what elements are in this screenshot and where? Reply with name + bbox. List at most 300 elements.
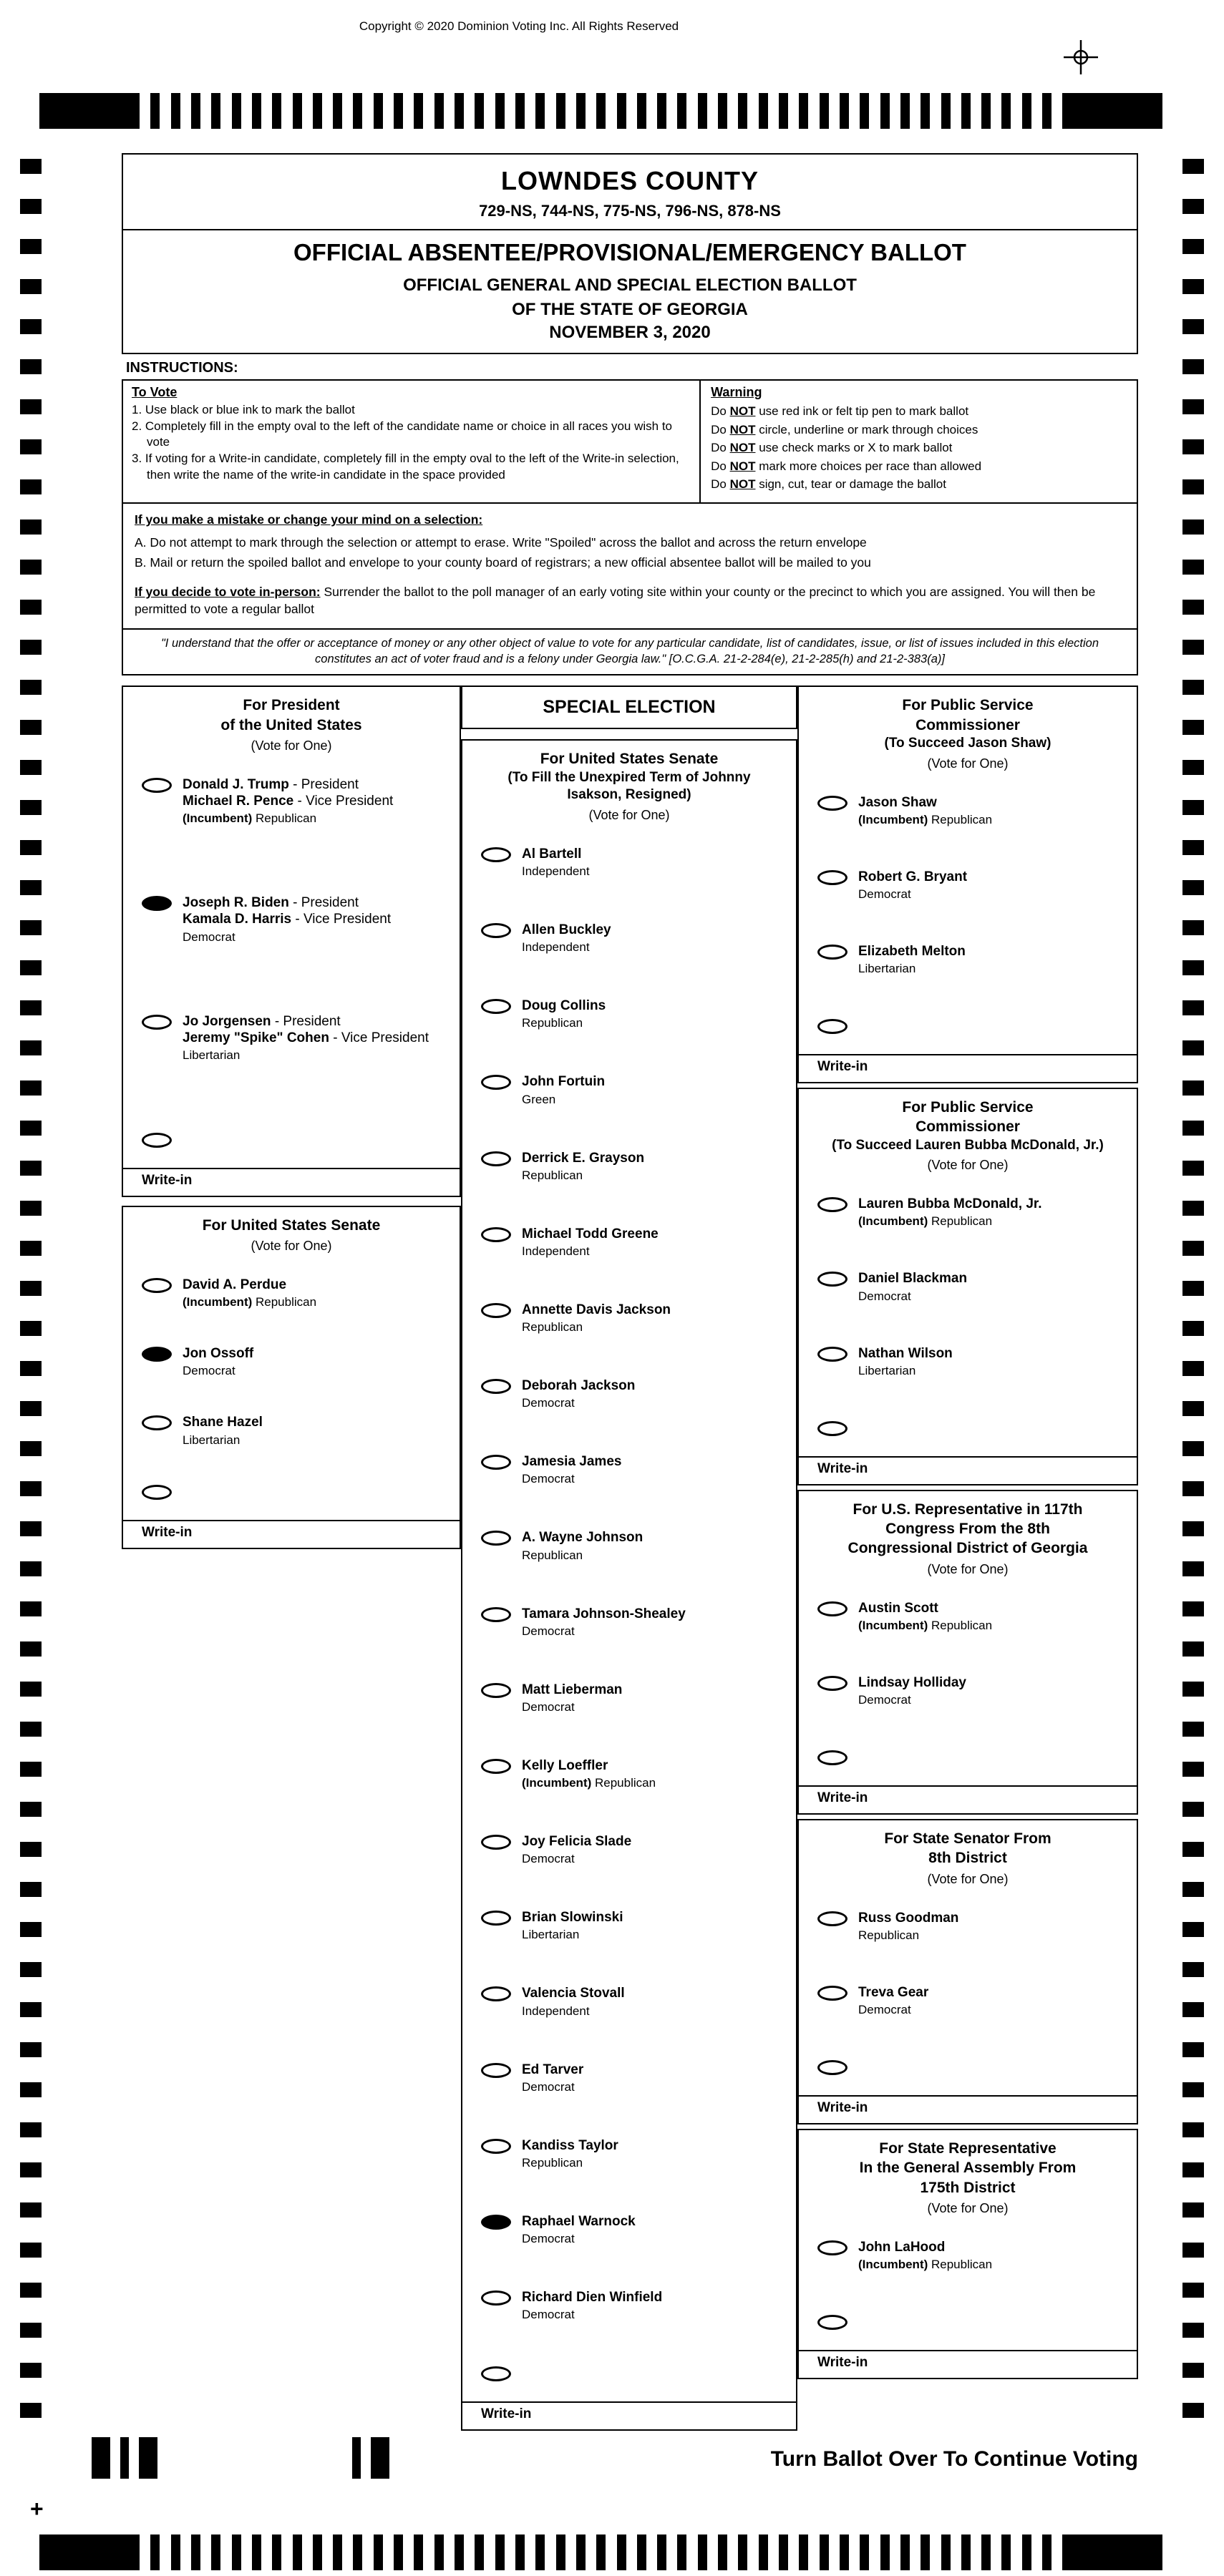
timing-mark <box>1182 1321 1204 1336</box>
ballot-oval[interactable] <box>817 1601 847 1616</box>
candidate-row <box>462 1606 796 1639</box>
contest-title-line: 175th District <box>920 2179 1016 2196</box>
to-vote-title: To Vote <box>132 385 178 400</box>
ballot-oval-filled[interactable] <box>481 2215 511 2230</box>
write-in-label: Write-in <box>817 1790 868 1806</box>
timing-mark <box>39 2534 140 2570</box>
timing-mark <box>1182 1040 1204 1055</box>
timing-mark <box>293 2534 302 2570</box>
candidate-text <box>522 1833 631 1866</box>
contest-title-line: Congress From the 8th <box>885 1521 1050 1538</box>
ballot-oval[interactable] <box>481 1835 511 1850</box>
candidate-row <box>462 2137 796 2170</box>
timing-mark <box>20 1361 42 1376</box>
candidate-name: Michael R. Pence - Vice President <box>183 793 394 809</box>
ballot-oval[interactable] <box>481 1151 511 1166</box>
election-date: NOVEMBER 3, 2020 <box>549 323 711 343</box>
timing-mark <box>20 1281 42 1296</box>
timing-mark <box>1182 2323 1204 2338</box>
timing-mark <box>1182 2363 1204 2378</box>
candidate-text <box>183 894 391 944</box>
candidate-party: (Incumbent) Republican <box>858 812 993 826</box>
contest-subtitle-line: (To Succeed Jason Shaw) <box>884 735 1051 751</box>
candidate-name: Raphael Warnock <box>522 2213 636 2229</box>
timing-mark <box>20 1201 42 1216</box>
candidate-row <box>123 894 460 944</box>
timing-mark <box>1182 1722 1204 1737</box>
ballot-oval[interactable] <box>142 1015 172 1030</box>
candidate-row <box>799 1270 1137 1303</box>
timing-mark <box>20 319 42 334</box>
ballot-oval[interactable] <box>817 1272 847 1287</box>
candidate-text <box>522 846 590 879</box>
timing-col-right <box>1182 159 1204 2418</box>
candidate-name: Brian Slowinski <box>522 1910 623 1926</box>
candidate-name: Kamala D. Harris - Vice President <box>183 912 392 927</box>
contest-header <box>123 1216 460 1254</box>
ballot-oval[interactable] <box>481 1075 511 1090</box>
timing-mark <box>698 93 707 129</box>
ballot-oval[interactable] <box>481 2139 511 2154</box>
copyright-text: Copyright © 2020 Dominion Voting Inc. All Rights Reserved <box>359 19 679 33</box>
contest-title-line: For Public Service <box>902 697 1034 714</box>
vote-for-note: (Vote for One) <box>927 1871 1009 1886</box>
timing-mark <box>20 1601 42 1616</box>
write-in-oval[interactable] <box>142 1133 172 1148</box>
vote-for-note: (Vote for One) <box>927 1561 1009 1576</box>
timing-band-top <box>39 93 1163 129</box>
candidate-party: Democrat <box>858 2002 911 2016</box>
timing-mark <box>171 93 180 129</box>
candidate-name: Kelly Loeffler <box>522 1757 608 1773</box>
instructions-label: INSTRUCTIONS: <box>126 360 238 376</box>
candidate-text <box>858 1196 1042 1229</box>
vote-for-note: (Vote for One) <box>927 756 1009 771</box>
write-in-label: Write-in <box>817 2355 868 2371</box>
timing-mark <box>20 2283 42 2298</box>
write-in-oval[interactable] <box>481 2366 511 2381</box>
candidate-row <box>799 794 1137 827</box>
candidate-row <box>462 997 796 1030</box>
candidate-party: Republican <box>522 1548 583 1562</box>
write-in-label: Write-in <box>142 1172 193 1188</box>
vote-for-note: (Vote for One) <box>927 2200 1009 2215</box>
candidate-text <box>858 2239 992 2272</box>
candidate-name: Donald J. Trump - President <box>183 776 359 792</box>
candidate-row <box>462 2062 796 2094</box>
barcode-bar <box>371 2437 389 2479</box>
candidate-name: Allen Buckley <box>522 922 611 938</box>
barcode-marks-left <box>92 2437 167 2479</box>
timing-mark <box>1182 1161 1204 1176</box>
candidate-party: (Incumbent) Republican <box>858 1618 993 1632</box>
ballot-column <box>797 686 1138 2384</box>
candidate-row <box>799 2239 1137 2272</box>
timing-mark <box>576 93 586 129</box>
candidate-party: Democrat <box>522 1472 575 1486</box>
ballot-oval[interactable] <box>481 1683 511 1698</box>
candidate-text <box>522 2137 618 2170</box>
timing-mark <box>637 2534 646 2570</box>
candidate-text <box>522 1606 686 1639</box>
ballot-oval[interactable] <box>817 1347 847 1362</box>
ballot-oval[interactable] <box>481 1455 511 1470</box>
timing-mark <box>20 239 42 254</box>
contest-header <box>123 696 460 753</box>
candidate-text <box>858 1674 966 1707</box>
barcode-bar <box>352 2437 361 2479</box>
write-in-oval[interactable] <box>817 2315 847 2330</box>
candidate-party: Libertarian <box>183 1048 241 1062</box>
write-in-label: Write-in <box>142 1524 193 1540</box>
mistake-list <box>135 534 1125 572</box>
write-in-oval[interactable] <box>817 1019 847 1034</box>
timing-mark <box>1001 93 1011 129</box>
write-in-row <box>462 2365 796 2381</box>
ballot-oval[interactable] <box>481 1759 511 1774</box>
timing-mark <box>961 2534 971 2570</box>
candidate-party: Democrat <box>183 930 235 944</box>
ballot-oval[interactable] <box>817 945 847 960</box>
timing-mark <box>779 2534 788 2570</box>
timing-mark <box>840 93 849 129</box>
timing-mark <box>20 2162 42 2177</box>
ballot-oval[interactable] <box>481 1607 511 1622</box>
timing-mark <box>20 2042 42 2057</box>
ballot-oval[interactable] <box>481 1531 511 1546</box>
timing-mark <box>1182 920 1204 935</box>
timing-mark <box>657 93 666 129</box>
timing-mark <box>1182 2002 1204 2017</box>
write-in-row <box>799 2313 1137 2330</box>
timing-mark <box>20 1040 42 1055</box>
vote-for-note: (Vote for One) <box>588 807 670 822</box>
ballot-oval[interactable] <box>481 1911 511 1926</box>
instructions-boxes <box>122 379 1138 504</box>
write-in-label: Write-in <box>817 2099 868 2115</box>
timing-mark <box>20 800 42 815</box>
candidate-name: Austin Scott <box>858 1600 938 1616</box>
candidate-text <box>858 943 966 976</box>
timing-mark <box>374 93 383 129</box>
timing-mark <box>1182 1762 1204 1777</box>
timing-mark <box>1062 2534 1162 2570</box>
timing-mark <box>20 359 42 374</box>
timing-mark <box>211 2534 220 2570</box>
ballot-oval[interactable] <box>481 2290 511 2306</box>
registration-crosshair-icon <box>1064 40 1098 74</box>
candidate-name: Jeremy "Spike" Cohen - Vice President <box>183 1030 429 1045</box>
candidate-text <box>522 2289 662 2322</box>
ballot-oval[interactable] <box>481 1379 511 1394</box>
timing-mark <box>820 93 829 129</box>
timing-mark <box>20 1682 42 1697</box>
timing-mark <box>20 920 42 935</box>
contest-subtitle-line: (To Fill the Unexpired Term of Johnny <box>507 769 751 785</box>
timing-mark <box>1182 439 1204 454</box>
timing-mark <box>20 720 42 735</box>
write-in-row <box>123 1131 460 1148</box>
warning-box <box>701 381 1137 502</box>
ballot-oval[interactable] <box>817 2240 847 2255</box>
timing-mark <box>1182 1281 1204 1296</box>
contest-subtitle-line: (To Succeed Lauren Bubba McDonald, Jr.) <box>832 1137 1104 1153</box>
candidate-text <box>858 1984 928 2017</box>
vote-for-note: (Vote for One) <box>251 738 332 753</box>
timing-mark <box>1182 1080 1204 1096</box>
timing-mark <box>981 93 991 129</box>
candidate-party: Republican <box>522 1320 583 1335</box>
barcode-bar <box>92 2437 110 2479</box>
county-name: LOWNDES COUNTY <box>501 166 759 195</box>
ballot-oval[interactable] <box>817 1197 847 1212</box>
candidate-text <box>522 922 611 955</box>
ballot-oval-filled[interactable] <box>142 1347 172 1362</box>
timing-mark <box>1182 2403 1204 2418</box>
write-in-oval[interactable] <box>817 1421 847 1436</box>
contest-header <box>799 1829 1137 1887</box>
timing-mark <box>981 2534 991 2570</box>
timing-mark <box>191 93 200 129</box>
timing-mark <box>1062 93 1162 129</box>
candidate-text <box>522 1453 621 1486</box>
timing-mark <box>677 2534 686 2570</box>
write-in-oval[interactable] <box>817 2060 847 2075</box>
timing-mark <box>211 93 220 129</box>
timing-mark <box>171 2534 180 2570</box>
timing-mark <box>1182 1241 1204 1256</box>
timing-mark <box>20 1722 42 1737</box>
ballot-oval[interactable] <box>817 1676 847 1691</box>
timing-mark <box>1182 1561 1204 1576</box>
timing-mark <box>617 93 626 129</box>
timing-band-bottom <box>39 2534 1163 2570</box>
candidate-party: Green <box>522 1092 556 1106</box>
candidate-party: Republican <box>522 1168 583 1182</box>
timing-mark <box>434 2534 444 2570</box>
candidate-party: Democrat <box>522 1624 575 1638</box>
timing-mark <box>1182 279 1204 294</box>
timing-mark <box>20 2243 42 2258</box>
ballot-oval[interactable] <box>481 1986 511 2001</box>
timing-mark <box>596 93 606 129</box>
candidate-row <box>462 1302 796 1335</box>
timing-mark <box>374 2534 383 2570</box>
ballot-oval[interactable] <box>481 1303 511 1318</box>
contest-title-line: For United States Senate <box>202 1216 381 1234</box>
ballot-oval[interactable] <box>817 1911 847 1926</box>
timing-mark <box>1182 2042 1204 2057</box>
timing-mark <box>1182 2122 1204 2137</box>
special-election-header: SPECIAL ELECTION <box>461 686 797 729</box>
timing-mark <box>1042 93 1051 129</box>
timing-mark <box>1182 1361 1204 1376</box>
vote-for-note: (Vote for One) <box>251 1239 332 1254</box>
candidate-text <box>522 1226 659 1259</box>
ballot-oval[interactable] <box>481 2063 511 2078</box>
timing-mark <box>900 93 910 129</box>
timing-mark <box>1182 640 1204 655</box>
candidate-party: Independent <box>522 864 590 879</box>
candidate-row <box>462 1073 796 1106</box>
candidate-name: John LaHood <box>858 2239 946 2255</box>
timing-mark <box>1022 93 1031 129</box>
contest-title-line: Commissioner <box>915 1118 1020 1136</box>
to-vote-list <box>132 402 691 482</box>
candidate-name: Nathan Wilson <box>858 1345 953 1361</box>
mistake-box <box>122 504 1138 630</box>
candidate-name: Shane Hazel <box>183 1415 263 1430</box>
candidate-name: A. Wayne Johnson <box>522 1530 643 1546</box>
candidate-name: Deborah Jackson <box>522 1378 636 1394</box>
ballot-oval[interactable] <box>481 847 511 862</box>
timing-mark <box>20 279 42 294</box>
timing-mark <box>20 2363 42 2378</box>
to-vote-box <box>123 381 701 502</box>
candidate-party: Democrat <box>522 1699 575 1714</box>
candidate-row <box>799 1196 1137 1229</box>
ballot-header <box>122 153 1138 354</box>
ballot-oval-filled[interactable] <box>142 896 172 911</box>
timing-mark <box>272 2534 281 2570</box>
contest-box <box>797 1490 1138 1815</box>
timing-mark <box>232 2534 241 2570</box>
timing-mark <box>1182 319 1204 334</box>
warning-item: Do NOT circle, underline or mark through choices <box>711 422 978 436</box>
timing-mark <box>20 2122 42 2137</box>
contest-header <box>462 749 796 823</box>
candidate-party: Republican <box>522 1016 583 1030</box>
timing-mark <box>20 519 42 535</box>
candidate-row <box>462 2289 796 2322</box>
timing-mark <box>20 960 42 975</box>
candidate-name: Jamesia James <box>522 1454 622 1470</box>
candidate-party: Democrat <box>858 1693 911 1707</box>
candidate-name: Valencia Stovall <box>522 1986 625 2001</box>
contest-subtitle-line: Isakson, Resigned) <box>567 787 691 803</box>
candidate-row <box>462 1529 796 1562</box>
timing-mark <box>941 93 951 129</box>
ballot-oval[interactable] <box>142 778 172 793</box>
candidate-name: Elizabeth Melton <box>858 943 966 959</box>
candidate-party: Democrat <box>858 887 911 901</box>
candidate-text <box>522 1985 625 2018</box>
candidate-party: (Incumbent) Republican <box>183 1295 317 1309</box>
timing-mark <box>20 600 42 615</box>
contest-title-line: Commissioner <box>915 716 1020 733</box>
timing-mark <box>20 199 42 214</box>
timing-mark <box>20 1161 42 1176</box>
candidate-text <box>522 1150 644 1183</box>
timing-mark <box>20 640 42 655</box>
ballot-oval[interactable] <box>481 999 511 1014</box>
candidate-row <box>462 1833 796 1866</box>
candidate-text <box>522 1909 623 1942</box>
timing-mark <box>556 2534 565 2570</box>
in-person-note <box>135 583 1125 618</box>
timing-mark <box>759 2534 768 2570</box>
ballot-oval[interactable] <box>817 1986 847 2001</box>
write-in-row <box>799 1018 1137 1034</box>
timing-mark <box>293 93 302 129</box>
timing-mark <box>1182 2283 1204 2298</box>
warning-list <box>711 402 1127 494</box>
timing-mark <box>1182 1521 1204 1536</box>
ballot-oval[interactable] <box>142 1415 172 1430</box>
to-vote-item: 1. Use black or blue ink to mark the ballot <box>132 403 355 417</box>
candidate-row <box>799 1600 1137 1633</box>
candidate-text <box>183 1414 263 1447</box>
candidate-name: Daniel Blackman <box>858 1271 968 1287</box>
ballot-column <box>122 686 461 1557</box>
timing-mark <box>738 2534 747 2570</box>
timing-mark <box>475 2534 484 2570</box>
ballot-oval[interactable] <box>817 796 847 811</box>
timing-mark <box>20 1080 42 1096</box>
timing-mark <box>1182 1962 1204 1977</box>
candidate-text <box>522 2062 583 2094</box>
timing-mark <box>1182 199 1204 214</box>
plus-registration-mark: + <box>30 2496 44 2522</box>
timing-mark <box>20 840 42 855</box>
candidate-row <box>123 1013 460 1063</box>
timing-mark <box>333 2534 342 2570</box>
candidate-name: Joy Felicia Slade <box>522 1834 632 1850</box>
barcode-bar <box>120 2437 129 2479</box>
timing-mark <box>799 93 808 129</box>
ballot-title: OFFICIAL ABSENTEE/PROVISIONAL/EMERGENCY BALLOT <box>293 239 966 265</box>
candidate-text <box>522 1073 605 1106</box>
candidate-text <box>858 1270 967 1303</box>
timing-mark <box>455 93 464 129</box>
in-person-title: If you decide to vote in-person: <box>135 584 321 599</box>
timing-mark <box>1182 800 1204 815</box>
candidate-name: Matt Lieberman <box>522 1682 623 1697</box>
timing-mark <box>455 2534 464 2570</box>
ballot-oval[interactable] <box>142 1278 172 1293</box>
timing-mark <box>20 2202 42 2218</box>
timing-mark <box>20 680 42 695</box>
candidate-text <box>858 1600 992 1633</box>
ballot-column <box>461 686 797 2439</box>
timing-mark <box>1182 1000 1204 1015</box>
ballot-oval[interactable] <box>481 923 511 938</box>
write-in-oval[interactable] <box>142 1485 172 1500</box>
candidate-text <box>858 794 992 827</box>
candidate-row <box>123 776 460 826</box>
write-in-oval[interactable] <box>817 1750 847 1765</box>
candidate-party: (Incumbent) Republican <box>522 1776 656 1790</box>
candidate-text <box>522 1682 622 1714</box>
write-in-label: Write-in <box>481 2406 532 2422</box>
contest-box <box>122 686 461 1197</box>
timing-mark <box>20 399 42 414</box>
timing-mark <box>738 93 747 129</box>
timing-mark <box>961 93 971 129</box>
contest-box <box>461 739 797 2431</box>
timing-mark <box>20 560 42 575</box>
timing-mark <box>759 93 768 129</box>
timing-mark <box>1022 2534 1031 2570</box>
ballot-oval[interactable] <box>481 1227 511 1242</box>
timing-mark <box>20 1641 42 1657</box>
candidate-text <box>522 1529 643 1562</box>
timing-mark <box>20 2082 42 2097</box>
ballot-oval[interactable] <box>817 870 847 885</box>
candidate-row <box>462 922 796 955</box>
candidate-party: Democrat <box>183 1364 235 1378</box>
timing-mark <box>1182 2243 1204 2258</box>
